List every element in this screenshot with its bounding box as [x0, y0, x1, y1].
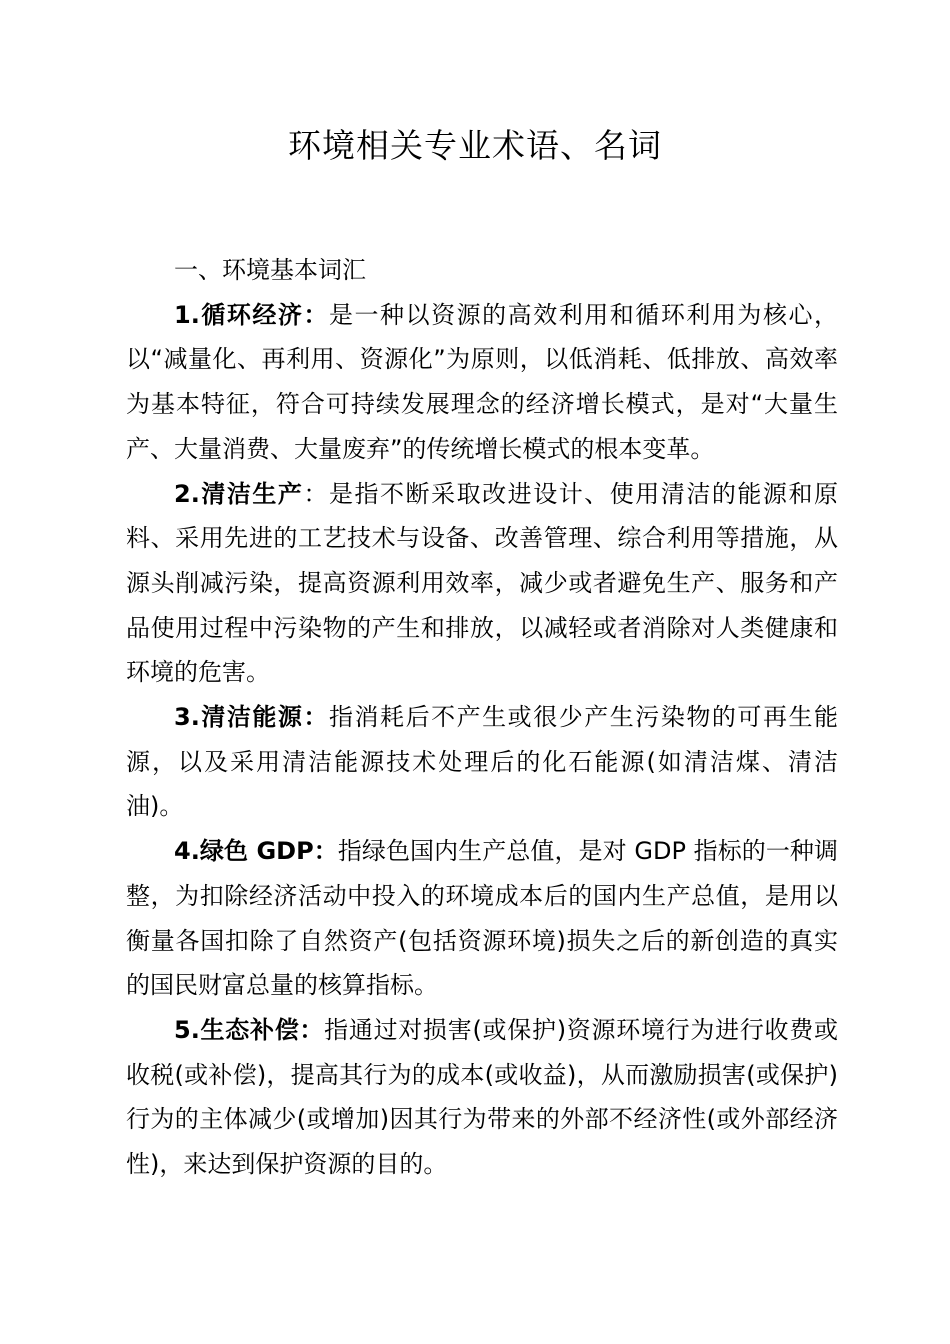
term-definition: 指通过对损害(或保护)资源环境行为进行收费或收税(或补偿)，提高其行为的成本(或收益)，从而激励损害(或保护)行为的主体减少(或增加)因其行为带来的外部不经济性(或外部经济性)，来达到保护资源的目的。	[126, 1015, 838, 1179]
term-entry	[126, 695, 838, 829]
term-definition: 指绿色国内生产总值，是对 GDP 指标的一种调整，为扣除经济活动中投入的环境成本后的国内生产总值，是用以衡量各国扣除了自然资产(包括资源环境)损失之后的新创造的真实的国民财富总量的核算指标。	[126, 837, 839, 1000]
term-name: 3.清洁能源：	[174, 703, 329, 732]
term-name: 1.循环经济：	[174, 300, 329, 329]
term-entry	[126, 829, 838, 1008]
term-definition: 是一种以资源的高效利用和循环利用为核心，以“减量化、再利用、资源化”为原则，以低消耗、低排放、高效率为基本特征，符合可持续发展理念的经济增长模式，是对“大量生产、大量消费、大量废弃”的传统增长模式的根本变革。	[126, 300, 838, 463]
document-body	[126, 248, 838, 1187]
term-entry	[126, 293, 838, 472]
section-heading: 一、环境基本词汇	[174, 256, 366, 284]
term-entry	[126, 1008, 838, 1187]
term-name: 4.绿色 GDP：	[174, 837, 338, 866]
document-title: 环境相关专业术语、名词	[288, 126, 662, 165]
term-definition: 指消耗后不产生或很少产生污染物的可再生能源，以及采用清洁能源技术处理后的化石能源(如清洁煤、清洁油)。	[126, 703, 838, 821]
term-name: 5.生态补偿：	[174, 1015, 325, 1044]
term-name: 2.清洁生产	[174, 479, 304, 508]
term-entry	[126, 472, 838, 696]
term-definition: ：是指不断采取改进设计、使用清洁的能源和原料、采用先进的工艺技术与设备、改善管理、综合利用等措施，从源头削减污染，提高资源利用效率，减少或者避免生产、服务和产品使用过程中污染物的产生和排放，以减轻或者消除对人类健康和环境的危害。	[126, 479, 838, 687]
